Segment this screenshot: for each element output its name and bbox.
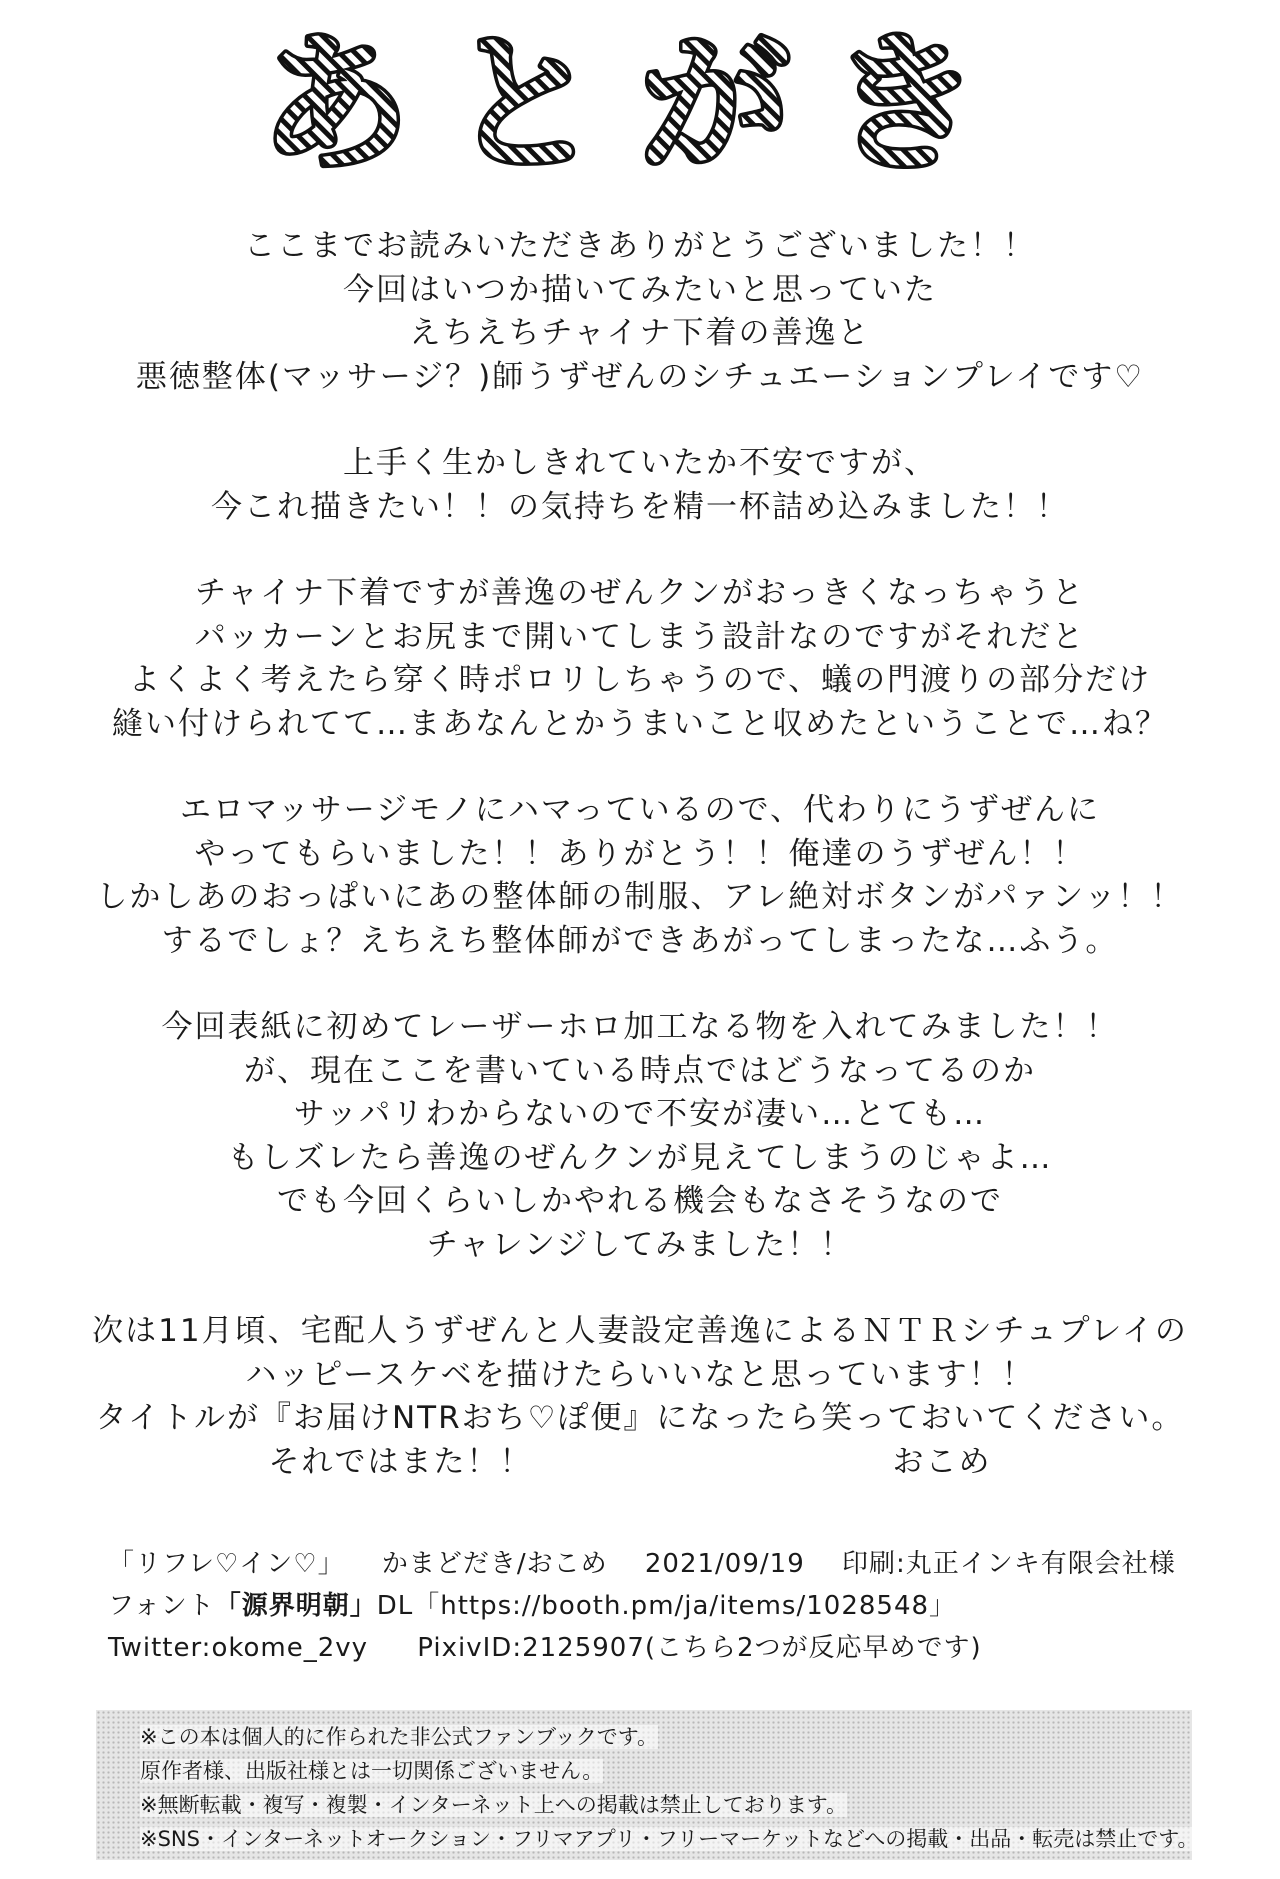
afterword-line: するでしょ？えちえち整体師ができあがってしまったな…ふう。 (161, 922, 1119, 959)
afterword-line: やってもらいました！！ありがとう！！俺達のうずぜん！！ (194, 835, 1086, 872)
disclaimer-line: 原作者様、出版社様とは一切関係ございません。 (140, 1759, 604, 1783)
afterword-line: ハッピースケベを描けたらいいなと思っています！！ (245, 1356, 1035, 1393)
afterword-line: ここまでお読みいただきありがとうございました！！ (244, 228, 1036, 264)
disclaimer-line: ※無断転載・複写・複製・インターネット上への掲載は禁止しております。 (140, 1793, 848, 1817)
afterword-paragraph (60, 442, 1220, 529)
afterword-line: もしズレたら善逸のぜんクンが見えてしまうのじゃよ… (227, 1139, 1053, 1176)
title-text: あとがき (259, 28, 1021, 178)
afterword-line: 上手く生かしきれていたか不安ですが、 (343, 445, 937, 481)
afterword-line: 悪徳整体(マッサージ？)師うずぜんのシチュエーションプレイです♡ (135, 358, 1145, 395)
signoff-text: それではまた！！ (268, 1443, 533, 1480)
colophon-line-2 (108, 1585, 1208, 1627)
colophon (108, 1543, 1208, 1669)
afterword-line: えちえちチャイナ下着の善逸と (409, 315, 871, 351)
afterword-line: しかしあのおっぱいにあの整体師の制服、アレ絶対ボタンがパァンッ！！ (96, 879, 1184, 915)
colophon-line-1 (108, 1543, 1208, 1585)
disclaimer-line: ※SNS・インターネットオークション・フリマアプリ・フリーマーケットなどへの掲載・出品・転売は禁止です。 (140, 1827, 1199, 1851)
afterword-title (0, 28, 1280, 178)
pixiv-id: PixivID:2125907(こちら2つが反応早めです) (417, 1633, 982, 1663)
font-name: 「源界明朝」 (214, 1591, 377, 1621)
afterword-line: 縫い付けられてて…まあなんとかうまいこと収めたということで…ね？ (112, 705, 1168, 742)
circle-name: かまどだき/おこめ (381, 1549, 608, 1579)
publish-date: 2021/09/19 (644, 1549, 805, 1579)
twitter-handle: Twitter:okome_2vy (108, 1633, 369, 1663)
afterword-paragraph (60, 1310, 1220, 1484)
signoff-line (60, 1441, 1220, 1485)
afterword-paragraph (60, 789, 1220, 963)
afterword-line: チャレンジしてみました！！ (426, 1226, 854, 1263)
afterword-line: チャイナ下着ですが善逸のぜんクンがおっきくなっちゃうと (194, 575, 1086, 611)
afterword-line: タイトルが『お届けNTRおち♡ぽ便』になったら笑っておいてください。 (95, 1400, 1185, 1436)
disclaimer-box (96, 1710, 1199, 1860)
printer: 印刷:丸正インキ有限会社様 (842, 1549, 1176, 1579)
afterword-line: 今回表紙に初めてレーザーホロ加工なる物を入れてみました！！ (161, 1009, 1119, 1045)
afterword-line: サッパリわからないので不安が凄い…とても… (293, 1096, 987, 1132)
signoff-author: おこめ (892, 1443, 992, 1480)
afterword-line: でも今回くらいしかやれる機会もなさそうなので (277, 1183, 1003, 1219)
afterword-paragraph (60, 572, 1220, 746)
font-url: 「https://booth.pm/ja/items/1028548」 (413, 1591, 957, 1621)
afterword-line: パッカーンとお尻まで開いてしまう設計なのですがそれだと (194, 618, 1086, 655)
afterword-line: 今回はいつか描いてみたいと思っていた (343, 271, 937, 308)
dl-label: DL (376, 1591, 414, 1621)
font-label: フォント (108, 1591, 215, 1621)
disclaimer-line: ※この本は個人的に作られた非公式ファンブックです。 (140, 1725, 659, 1749)
afterword-line: エロマッサージモノにハマっているので、代わりにうずぜんに (180, 792, 1100, 828)
afterword-line: よくよく考えたら穿く時ポロリしちゃうので、蟻の門渡りの部分だけ (128, 662, 1152, 698)
book-title: 「リフレ♡イン♡」 (108, 1549, 345, 1579)
afterword-line: が、現在ここを書いている時点ではどうなってるのか (244, 1052, 1036, 1089)
afterword-paragraph (60, 225, 1220, 399)
afterword-line: 次は11月頃、宅配人うずぜんと人妻設定善逸によるＮＴＲシチュプレイの (92, 1313, 1188, 1349)
afterword-paragraph (60, 1006, 1220, 1267)
colophon-line-3 (108, 1627, 1208, 1669)
afterword-body (60, 225, 1220, 1484)
afterword-line: 今これ描きたい！！の気持ちを精一杯詰め込みました！！ (211, 488, 1069, 525)
